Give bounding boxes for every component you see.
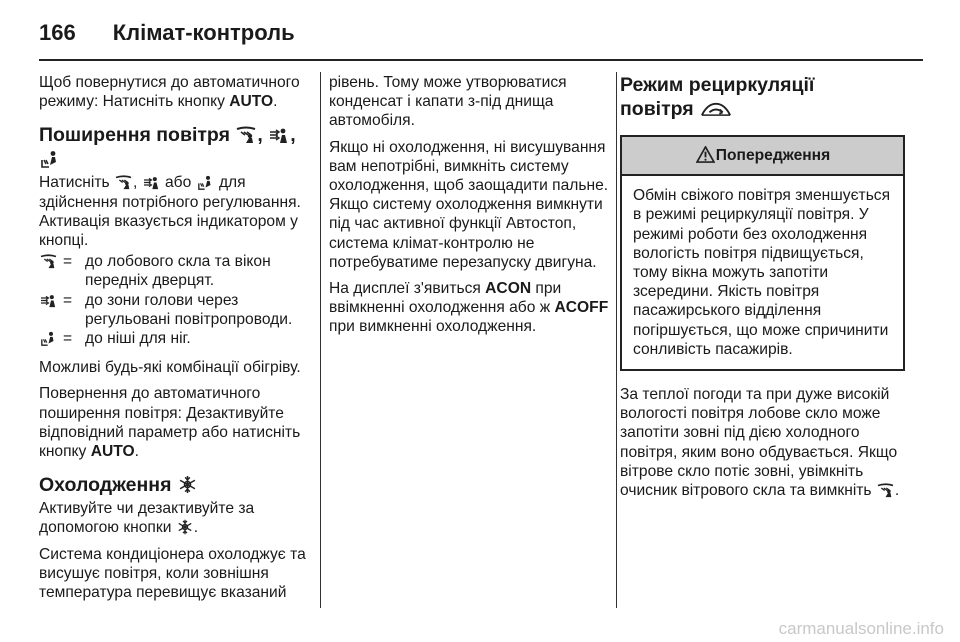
windshield-vent-icon <box>115 175 132 190</box>
list-item: = до зони голови через регульовані повітропроводи. <box>39 291 311 329</box>
watermark: carmanualsonline.info <box>778 619 944 638</box>
head-vent-icon <box>40 293 57 308</box>
page-header <box>39 20 295 46</box>
auto-key-label: AUTO <box>229 93 274 111</box>
paragraph-condensate: рівень. Тому може утворюватися конденсат і капати з-під днища автомобіля. <box>329 74 567 130</box>
page-number: 166 <box>39 20 76 45</box>
recirculation-icon <box>700 101 732 118</box>
paragraph-auto-distribution: Повернення до автоматичного поширення повітря: Дезактивуйте відповідний параметр або натисніть кнопку AUTO. <box>39 385 301 461</box>
list-item: = до лобового скла та вікон передніх дверцят. <box>39 252 311 290</box>
column-2 <box>329 73 609 344</box>
paragraph-fogging: За теплої погоди та при дуже високій вологості повітря лобове скло може запотіти зовні під дією холодного повітря, яким воно обдувається. Якщо вітрове скло потіє зовні, увімкніть очисник вітрового скла та вимкніть . <box>620 386 900 500</box>
warning-icon <box>696 146 715 163</box>
paragraph-cooling-button: Активуйте чи дезактивуйте за допомогою кнопки . <box>39 500 255 537</box>
foot-vent-icon <box>40 150 60 168</box>
column-3 <box>620 73 905 507</box>
foot-vent-icon <box>197 175 214 190</box>
auto-key-label: AUTO <box>90 443 135 461</box>
windshield-vent-icon <box>877 483 894 498</box>
acoff-label: ACOFF <box>554 299 609 317</box>
windshield-vent-icon <box>236 126 256 144</box>
windshield-vent-icon <box>40 254 57 269</box>
section-heading-air-distribution: Поширення повітря , , <box>39 123 311 171</box>
page-title: Клімат-контроль <box>112 20 295 45</box>
paragraph-cooling-off: Якщо ні охолодження, ні висушування вам непотрібні, вимкніть систему охолодження, щоб заощадити пальне. Якщо систему охолодження вимкнути під час активної функції Автостоп, система клімат-контролю не потребуватиме перезапуску двигуна. <box>329 138 609 271</box>
distribution-list <box>39 252 311 348</box>
section-heading-recirculation: Режим рециркуляції повітря <box>620 74 815 120</box>
warning-box <box>620 135 905 371</box>
warning-text: Обмін свіжого повітря зменшується в режимі рециркуляції повітря. У режимі роботи без охолодження вологість повітря підвищується, тому вікна можуть запотіти зсередини. Якість повітря пасажирського відділення погіршується, що може спричинити сонливість пасажирів. <box>633 187 891 358</box>
paragraph-ac-system: Система кондиціонера охолоджує та висушує повітря, коли зовнішня температура перевищує вказаний <box>39 545 306 602</box>
head-vent-icon <box>143 175 160 190</box>
list-item: = до ніші для ніг. <box>39 329 311 348</box>
acon-label: ACON <box>485 280 532 298</box>
column-divider-2 <box>616 72 617 608</box>
snowflake-icon <box>177 519 193 535</box>
column-1 <box>39 73 311 609</box>
foot-vent-icon <box>40 331 57 346</box>
head-vent-icon <box>269 126 289 144</box>
paragraph-display: На дисплеї з'явиться ACON при ввімкненні охолодження або ж ACOFF при вимкненні охолодження. <box>329 280 609 336</box>
snowflake-icon <box>178 475 197 494</box>
paragraph-auto-return: Щоб повернутися до автоматичного режиму: Натисніть кнопку AUTO. <box>39 74 300 111</box>
warning-header: Попередження <box>622 137 903 176</box>
paragraph-combinations: Можливі будь-які комбінації обігріву. <box>39 359 301 377</box>
header-rule <box>39 59 923 61</box>
paragraph-air-distribution: Натисніть , або для здійснення потрібного регулювання. Активація вказується індикатором у кнопці. <box>39 174 301 250</box>
column-divider-1 <box>320 72 321 608</box>
section-heading-cooling: Охолодження <box>39 473 311 497</box>
